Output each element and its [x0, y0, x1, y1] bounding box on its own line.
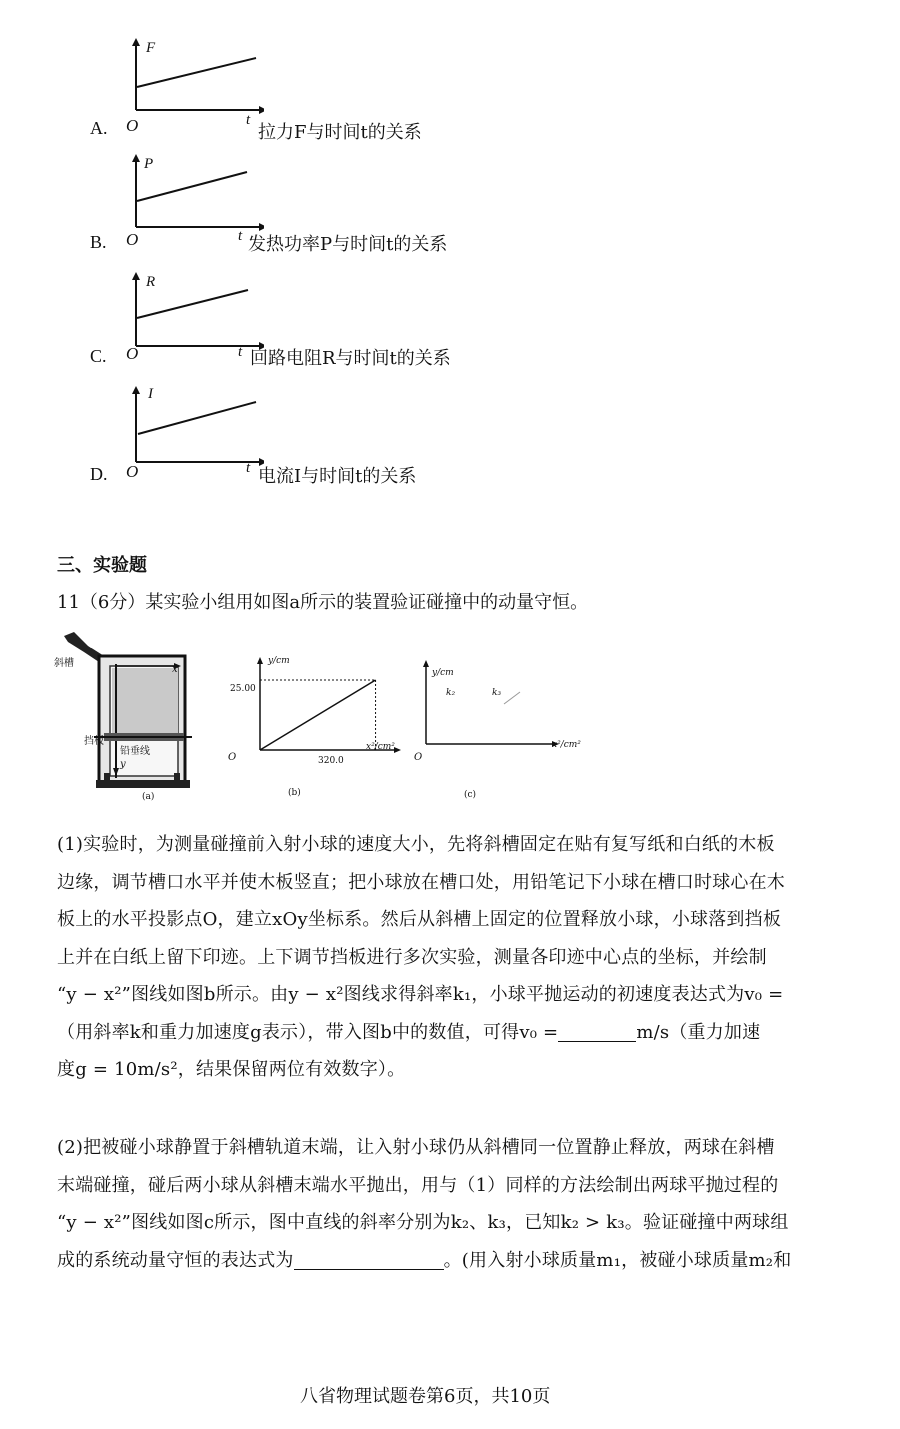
figure-c-k2: k₂: [446, 688, 456, 698]
part2-line-2: 末端碰撞，碰后两小球从斜槽末端水平抛出，用与（1）同样的方法绘制出两球平抛过程的: [57, 1174, 779, 1196]
option-b: [90, 152, 540, 256]
option-b-caption: 发热功率P与时间t的关系: [248, 234, 448, 255]
option-c: [90, 268, 540, 372]
figure-b-y-axis: [257, 657, 263, 750]
v0-answer-blank[interactable]: [558, 1021, 636, 1042]
part1-paragraph: [57, 826, 847, 1089]
option-c-origin: O: [126, 344, 139, 363]
option-d-origin: O: [126, 462, 139, 481]
figure-c-k3-line: [504, 692, 520, 704]
option-d-caption: 电流I与时间t的关系: [258, 466, 417, 487]
option-a-ylabel: F: [146, 40, 156, 56]
question-stem: 11（6分）某实验小组用如图a所示的装置验证碰撞中的动量守恒。: [57, 592, 589, 613]
part1-line-5: “y − x²”图线如图b所示。由y − x²图线求得斜率k₁，小球平抛运动的初速度表达式为v₀ =: [57, 984, 784, 1005]
part2-line-3: “y − x²”图线如图c所示，图中直线的斜率分别为k₂、k₃，已知k₂ > k₃。验证碰撞中两球组: [57, 1212, 789, 1233]
option-a: [90, 38, 540, 142]
figure-b-origin: O: [228, 752, 237, 763]
figure-c-origin: O: [414, 752, 423, 763]
figure-a: [54, 628, 214, 808]
option-d-graph: [124, 382, 264, 486]
figure-c-xlabel: x²/cm²: [552, 740, 581, 750]
option-a-caption: 拉力F与时间t的关系: [258, 122, 422, 143]
figure-b-xlabel: x²/cm²: [366, 742, 395, 752]
part1-line-1: (1)实验时，为测量碰撞前入射小球的速度大小，先将斜槽固定在贴有复写纸和白纸的木板: [57, 834, 775, 855]
figure-c-plot: [408, 656, 588, 806]
part1-line-4: 上并在白纸上留下印迹。上下调节挡板进行多次实验，测量各印迹中心点的坐标，并绘制: [57, 946, 767, 968]
figure-b-caption: (b): [288, 788, 301, 798]
part1-line-6: [57, 1014, 847, 1052]
figure-c: [408, 656, 588, 806]
part1-line-3: 板上的水平投影点O，建立xOy坐标系。然后从斜槽上固定的位置释放小球，小球落到挡板: [57, 909, 782, 930]
option-c-letter: C.: [90, 346, 107, 366]
part2-line-4a: 成的系统动量守恒的表达式为: [57, 1249, 294, 1271]
option-c-xlabel: t: [238, 344, 243, 360]
option-d: [90, 382, 540, 486]
option-d-letter: D.: [90, 464, 108, 484]
part2-paragraph: [57, 1129, 847, 1279]
figure-b-series-line: [260, 680, 376, 750]
option-b-ylabel: P: [144, 156, 154, 172]
option-b-xlabel: t: [238, 228, 243, 244]
figure-b-x-tick: 320.0: [318, 756, 344, 766]
figure-b-y-tick: 25.00: [230, 684, 256, 694]
option-d-xlabel: t: [246, 460, 251, 476]
figure-c-k3: k₃: [492, 688, 502, 698]
momentum-expression-blank[interactable]: [294, 1249, 444, 1270]
part1-line-2: 边缘，调节槽口水平并使木板竖直；把小球放在槽口处，用铅笔记下小球在槽口时球心在木: [57, 871, 785, 893]
page-footer: 八省物理试题卷第6页，共10页: [300, 1386, 551, 1407]
option-b-origin: O: [126, 230, 139, 249]
part1-line-6b: m/s（重力加速: [636, 1021, 761, 1043]
figure-b: [226, 656, 406, 806]
option-b-letter: B.: [90, 232, 107, 252]
option-a-origin: O: [126, 116, 139, 135]
section-title: 三、实验题: [57, 555, 147, 576]
option-c-ylabel: R: [146, 274, 156, 290]
figure-c-ylabel: y/cm: [432, 668, 454, 678]
part1-line-6a: （用斜率k和重力加速度g表示），带入图b中的数值，可得v₀ =: [57, 1021, 559, 1043]
figure-b-plot: [226, 656, 406, 806]
figure-a-apparatus: [54, 628, 214, 808]
figure-a-chute-label: 斜槽: [54, 658, 74, 669]
figure-a-plumb-label: 铅垂线: [120, 746, 150, 757]
option-a-letter: A.: [90, 118, 108, 138]
part1-line-7: 度g = 10m/s²，结果保留两位有效数字）。: [57, 1059, 406, 1080]
part2-line-4b: 。(用入射小球质量m₁，被碰小球质量m₂和: [443, 1249, 792, 1271]
figure-b-ylabel: y/cm: [268, 656, 290, 666]
figure-a-y-label: y: [120, 759, 126, 770]
figure-c-caption: (c): [464, 790, 477, 800]
figure-a-x-label: x: [172, 664, 178, 675]
option-c-caption: 回路电阻R与时间t的关系: [250, 348, 451, 369]
part2-line-4: [57, 1242, 847, 1280]
figure-a-board-label: 挡板: [84, 736, 104, 747]
option-c-graph: [124, 268, 264, 372]
option-a-graph: [124, 38, 264, 142]
option-a-xlabel: t: [246, 112, 251, 128]
part2-line-1: (2)把被碰小球静置于斜槽轨道末端，让入射小球仍从斜槽同一位置静止释放，两球在斜槽: [57, 1137, 775, 1158]
figure-a-caption: (a): [142, 792, 155, 802]
option-d-ylabel: I: [148, 386, 153, 402]
